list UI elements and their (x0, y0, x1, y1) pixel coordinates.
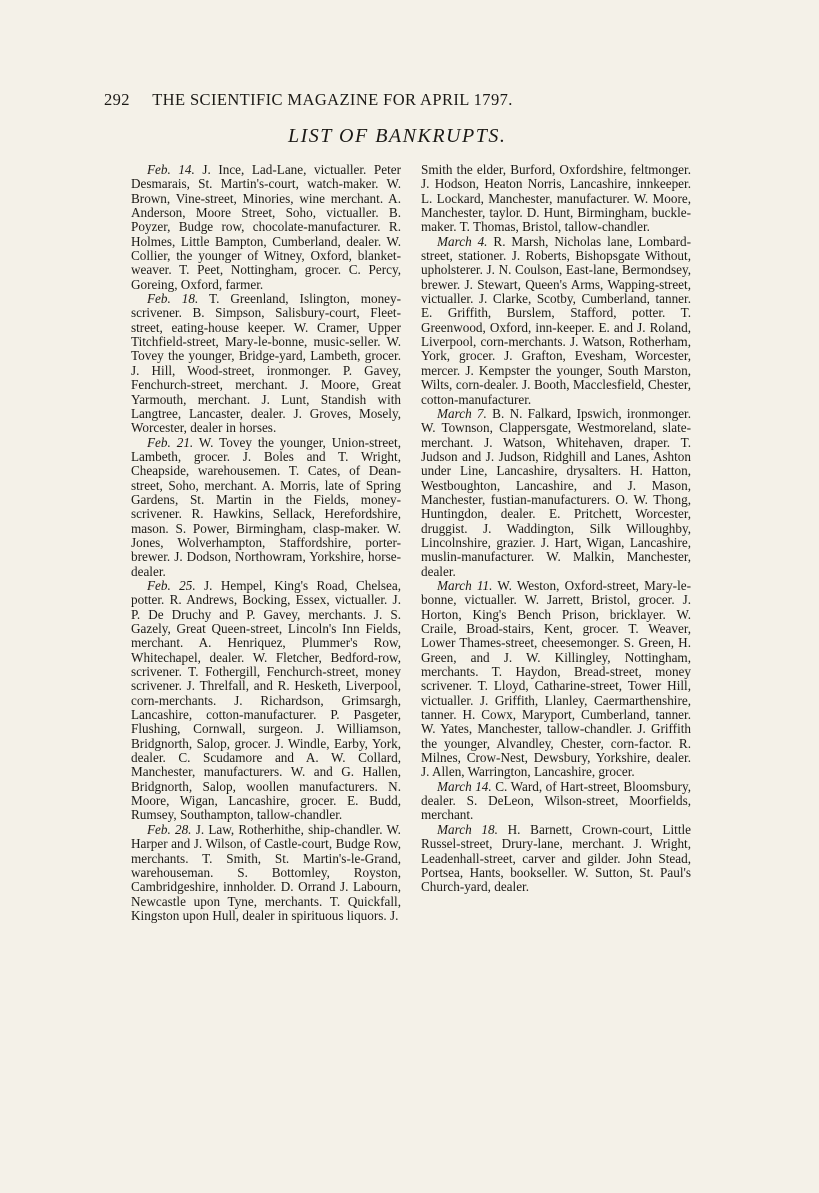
bankrupt-entry (131, 823, 401, 923)
entry-date: March 4. (437, 233, 488, 249)
entry-text: R. Marsh, Nicholas lane, Lombard-street, stationer. J. Roberts, Bishopsgate Without, upholsterer. J. N. Coulson, East-lane, Bermondsey, brewer. J. Stewart, Queen's Arms, Wapping-street, victualler. J. Clarke, Scotby, Cumberland, tanner. E. Griffith, Burslem, Stafford, potter. T. Greenwood, Oxford, inn-keeper. E. and J. Roland, Liverpool, corn-merchants. J. Watson, Rotherham, York, grocer. J. Grafton, Evesham, Worcester, mercer. J. Kempster the younger, South Marston, Wilts, corn-dealer. J. Booth, Macclesfield, Chester, cotton-manufacturer. (421, 233, 692, 407)
bankrupt-entry (131, 163, 401, 292)
entry-text: T. Greenland, Islington, money-scrivener. B. Simpson, Salisbury-court, Fleet-street, eating-house keeper. W. Cramer, Upper Titchfield-street, Mary-le-bonne, music-seller. W. Tovey the younger, Bridge-yard, Lambeth, grocer. J. Hill, Wood-street, ironmonger. P. Gavey, Fenchurch-street, merchant. J. Moore, Great Yarmouth, merchant. J. Lunt, Standish with Langtree, Lancaster, dealer. J. Groves, Mosely, Worcester, dealer in horses. (131, 291, 402, 436)
entry-text: W. Weston, Oxford-street, Mary-le-bonne, victualler. W. Jarrett, Bristol, grocer. J. Horton, King's Bench Prison, bricklayer. W. Craile, Broad-stairs, Kent, grocer. T. Weaver, Lower Thames-street, cheesemonger. S. Green, H. Green, and J. W. Killingley, Nottingham, merchants. T. Haydon, Bread-street, money scrivener. T. Lloyd, Catharine-street, Tower Hill, victualler. J. Griffith, Llanley, Caermarthenshire, tanner. H. Cowx, Maryport, Cumberland, tanner. W. Yates, Manchester, tallow-chandler. J. Griffith the younger, Alvandley, Chester, corn-factor. R. Milnes, Crow-Nest, Dewsbury, Yorkshire, dealer. J. Allen, Warrington, Lancashire, grocer. (421, 577, 691, 780)
bankrupt-entry (421, 780, 691, 823)
entry-text: J. Law, Rotherhithe, ship-chandler. W. Harper and J. Wilson, of Castle-court, Budge Row, merchants. T. Smith, St. Martin's-le-Grand, warehouseman. S. Bottomley, Royston, Cambridgeshire, innholder. D. Orrand J. Labourn, Newcastle upon Tyne, merchants. T. Quickfall, Kingston upon Hull, dealer in spirituous liquors. J. (131, 821, 401, 923)
entry-date: Feb. 21. (147, 434, 194, 450)
running-header (104, 90, 664, 110)
entry-date: March 18. (437, 821, 498, 837)
page-number: 292 (104, 90, 130, 109)
entry-text: Smith the elder, Burford, Oxfordshire, feltmonger. J. Hodson, Heaton Norris, Lancashire, innkeeper. L. Lockard, Manchester, manufacturer. W. Moore, Manchester, taylor. D. Hunt, Birmingham, buckle-maker. T. Thomas, Bristol, tallow-chandler. (421, 162, 691, 235)
bankrupt-entry (131, 292, 401, 435)
entry-text: B. N. Falkard, Ipswich, ironmonger. W. Townson, Clappersgate, Westmoreland, slate-merchant. J. Watson, Whitehaven, draper. T. Judson and J. Judson, Ridghill and Lanes, Ashton under Line, Lancashire, drysalters. H. Hatton, Westboughton, Lancashire, and J. Mason, Manchester, fustian-manufacturers. O. W. Thong, Huntingdon, dealer. E. Pritchett, Worcester, druggist. J. Waddington, Silk Willoughby, Lincolnshire, grazier. J. Hart, Wigan, Lancashire, muslin-manufacturer. W. Malkin, Manchester, dealer. (421, 405, 692, 579)
entry-date: March 14. (437, 778, 492, 794)
entry-text: C. Ward, of Hart-street, Bloomsbury, dealer. S. DeLeon, Wilson-street, Moorfields, merchant. (421, 778, 692, 823)
entry-text: W. Tovey the younger, Union-street, Lambeth, grocer. J. Boles and T. Wright, Cheapside, warehousemen. T. Cates, of Dean-street, Soho, merchant. A. Morris, late of Spring Gardens, St. Martin in the Fields, money-scrivener. R. Hawkins, Sellack, Herefordshire, mason. S. Power, Birmingham, clasp-maker. W. Jones, Wolverhampton, Staffordshire, porter-brewer. J. Dodson, Northowram, Yorkshire, horse-dealer. (131, 434, 401, 579)
entry-date: Feb. 14. (147, 162, 195, 177)
section-title: LIST OF BANKRUPTS. (288, 125, 507, 147)
bankrupt-entry (421, 579, 691, 780)
running-title: THE SCIENTIFIC MAGAZINE FOR APRIL 1797. (152, 90, 513, 109)
entry-date: Feb. 18. (147, 291, 199, 307)
entry-text: J. Hempel, King's Road, Chelsea, potter. R. Andrews, Bocking, Essex, victualler. J. P. De Druchy and P. Gavey, merchants. J. S. Gazely, Great Queen-street, Lincoln's Inn Fields, merchant. A. Henriquez, Plummer's Row, Whitechapel, dealer. W. Fletcher, Bedford-row, scrivener. T. Fothergill, Fenchurch-street, money scrivener. J. Threlfall, and R. Hesketh, Liverpool, corn-merchants. J. Richardson, Grimsargh, Lancashire, cotton-manufacturer. P. Pasgeter, Flushing, Cornwall, surgeon. J. Williamson, Bridgnorth, Salop, grocer. J. Windle, Earby, York, dealer. C. Scudamore and A. W. Collard, Manchester, manufacturers. W. and G. Hallen, Bridgnorth, Salop, woollen manufacturers. N. Moore, Wigan, Lancashire, grocer. E. Budd, Rumsey, Southampton, tallow-chandler. (131, 577, 402, 823)
bankrupt-entry (421, 407, 691, 579)
right-column (421, 163, 691, 895)
entry-date: March 11. (437, 577, 493, 593)
entry-date: Feb. 28. (147, 821, 192, 837)
bankrupt-entry-continued (421, 163, 691, 235)
entry-text: H. Barnett, Crown-court, Little Russel-street, Drury-lane, merchant. J. Wright, Leadenhall-street, carver and gilder. John Stead, Portsea, Hants, bookseller. W. Sutton, St. Paul's Church-yard, dealer. (421, 821, 691, 895)
bankrupt-entry (421, 235, 691, 407)
entry-date: March 7. (437, 405, 487, 421)
left-column (131, 163, 401, 923)
entry-date: Feb. 25. (147, 577, 196, 593)
bankrupt-entry (421, 823, 691, 895)
bankrupt-entry (131, 579, 401, 823)
entry-text: J. Ince, Lad-Lane, victualler. Peter Desmarais, St. Martin's-court, watch-maker. W. Brown, Vine-street, Minories, wine merchant. A. Anderson, Moore Street, Soho, victualler. B. Poyzer, Budge row, chocolate-manufacturer. R. Holmes, Little Bampton, Cumberland, dealer. W. Collier, the younger of Witney, Oxford, blanket-weaver. T. Peet, Nottingham, grocer. C. Percy, Goreing, Oxford, farmer. (131, 162, 401, 292)
bankrupt-entry (131, 436, 401, 579)
